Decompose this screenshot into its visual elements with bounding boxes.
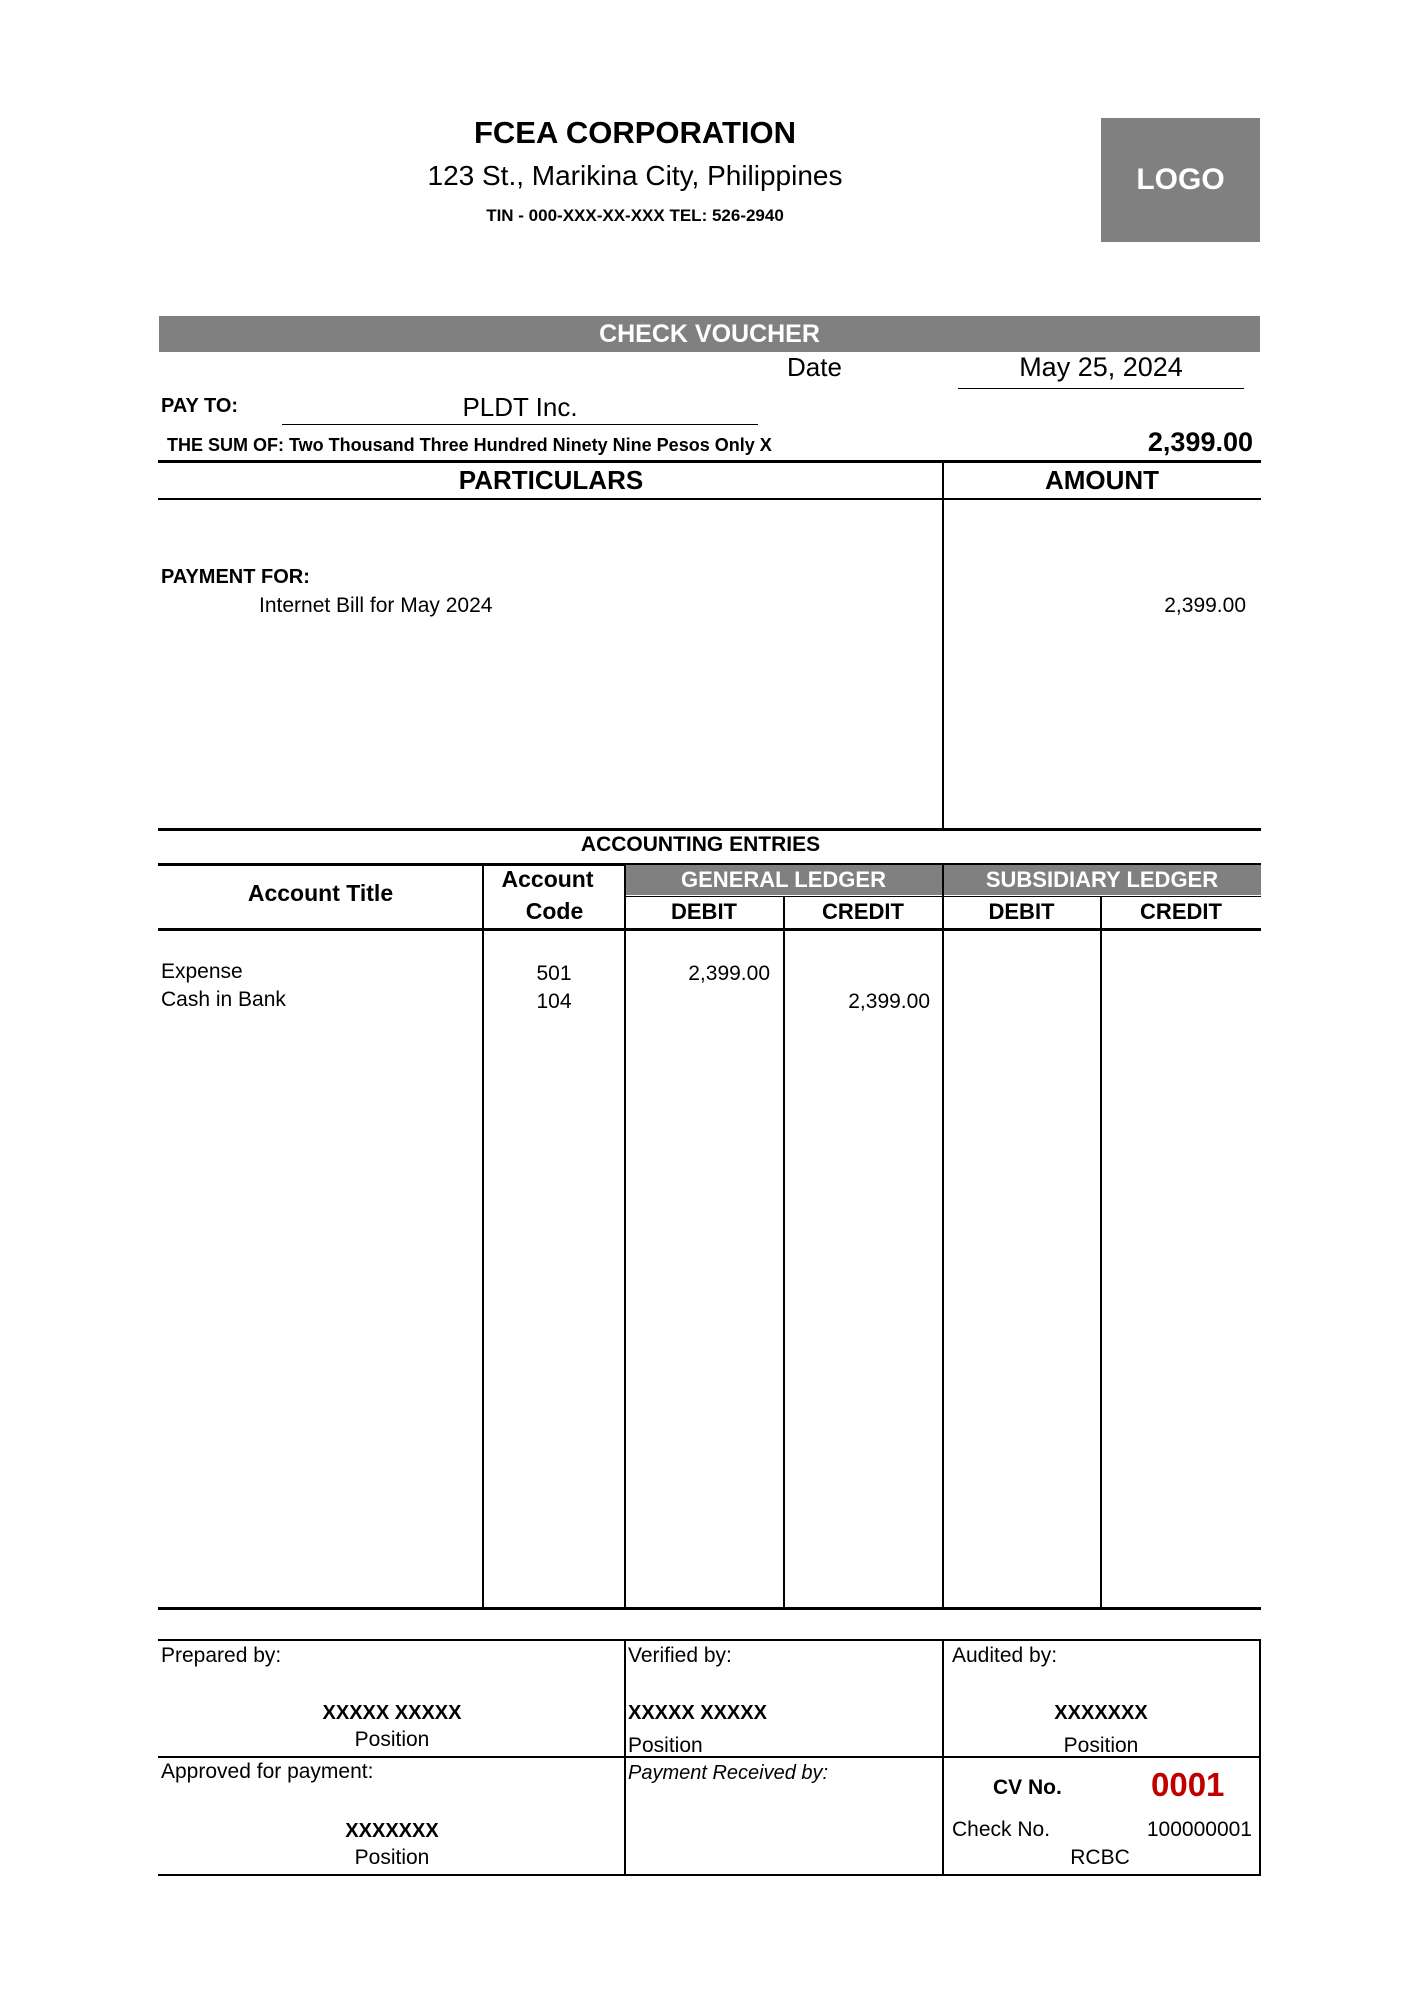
col-divider-sl-debit — [942, 864, 944, 1609]
date-value: May 25, 2024 — [1019, 352, 1183, 382]
accounting-bottom-border — [158, 1607, 1261, 1610]
subsidiary-ledger-header — [943, 865, 1261, 895]
company-name: FCEA CORPORATION — [473, 115, 797, 150]
row-gl-debit: 2,399.00 — [688, 962, 770, 985]
check-no-label: Check No. — [952, 1818, 1051, 1841]
row-account-title: Expense — [161, 960, 243, 983]
voucher-title: CHECK VOUCHER — [599, 320, 820, 348]
company-tin-tel: TIN - 000-XXX-XX-XXX TEL: 526-2940 — [486, 206, 784, 225]
sl-credit-header: CREDIT — [1140, 899, 1222, 924]
particulars-divider — [942, 461, 944, 830]
particulars-top-border — [158, 460, 1261, 463]
row-account-title: Cash in Bank — [161, 988, 286, 1011]
col-account-title: Account Title — [247, 880, 394, 906]
payment-description: Internet Bill for May 2024 — [259, 594, 493, 617]
particulars-header-border — [158, 498, 1261, 500]
row-account-code: 501 — [536, 962, 572, 985]
prepared-by-position: Position — [354, 1728, 430, 1751]
prepared-by-name: XXXXX XXXXX — [322, 1702, 462, 1724]
audited-by-position: Position — [1063, 1734, 1139, 1757]
audited-by-name: XXXXXXX — [1054, 1702, 1148, 1724]
cv-no-label: CV No. — [993, 1776, 1062, 1799]
prepared-by-label: Prepared by: — [161, 1644, 282, 1667]
general-ledger-label: GENERAL LEDGER — [681, 867, 886, 892]
payment-received-by-label: Payment Received by: — [628, 1762, 829, 1784]
amount-header: AMOUNT — [1044, 465, 1160, 495]
company-address: 123 St., Marikina City, Philippines — [427, 160, 843, 191]
subsidiary-ledger-label: SUBSIDIARY LEDGER — [985, 867, 1219, 892]
verified-by-position: Position — [628, 1734, 703, 1757]
verified-by-label: Verified by: — [628, 1644, 732, 1667]
row-account-code: 104 — [536, 990, 572, 1013]
sl-debit-header: DEBIT — [988, 899, 1055, 924]
verified-by-name: XXXXX XXXXX — [628, 1702, 767, 1724]
gl-debit-header: DEBIT — [671, 899, 737, 924]
accounting-title: ACCOUNTING ENTRIES — [580, 833, 821, 856]
check-number: 100000001 — [1146, 1818, 1252, 1841]
payment-amount: 2,399.00 — [1164, 594, 1246, 617]
col-account: Account — [501, 866, 594, 892]
col-divider-code — [482, 864, 484, 1609]
general-ledger-header — [625, 865, 942, 895]
pay-to-underline — [282, 424, 758, 425]
particulars-header: PARTICULARS — [458, 465, 644, 495]
approved-for-payment-label: Approved for payment: — [161, 1760, 374, 1783]
bank-name: RCBC — [1070, 1846, 1130, 1869]
signatures-top-border — [158, 1639, 1261, 1641]
col-code: Code — [525, 898, 584, 924]
approved-by-name: XXXXXXX — [345, 1820, 439, 1842]
col-divider-gl-credit — [783, 896, 785, 1609]
sum-in-words: THE SUM OF: Two Thousand Three Hundred Ninety Nine Pesos Only X — [167, 435, 772, 455]
col-divider-sl-credit — [1100, 896, 1102, 1609]
gl-credit-header: CREDIT — [822, 899, 904, 924]
signatures-bottom-border — [158, 1874, 1261, 1876]
signatures-right-border — [1259, 1640, 1261, 1875]
pay-to-label: PAY TO: — [161, 395, 239, 417]
audited-by-label: Audited by: — [952, 1644, 1058, 1667]
row-gl-credit: 2,399.00 — [848, 990, 930, 1013]
cv-number: 0001 — [1151, 1766, 1225, 1803]
sum-amount: 2,399.00 — [1147, 427, 1253, 457]
approved-by-position: Position — [354, 1846, 430, 1869]
logo-placeholder — [1101, 118, 1260, 242]
voucher-title-bar — [159, 316, 1260, 352]
accounting-header-bottom-border — [158, 928, 1261, 931]
payment-for-label: PAYMENT FOR: — [161, 566, 310, 588]
date-underline — [958, 388, 1244, 389]
date-label: Date — [787, 352, 842, 382]
pay-to-value: PLDT Inc. — [462, 392, 578, 422]
accounting-top-border — [158, 828, 1261, 831]
col-divider-gl-debit — [624, 864, 626, 1609]
logo-text: LOGO — [1136, 163, 1225, 196]
